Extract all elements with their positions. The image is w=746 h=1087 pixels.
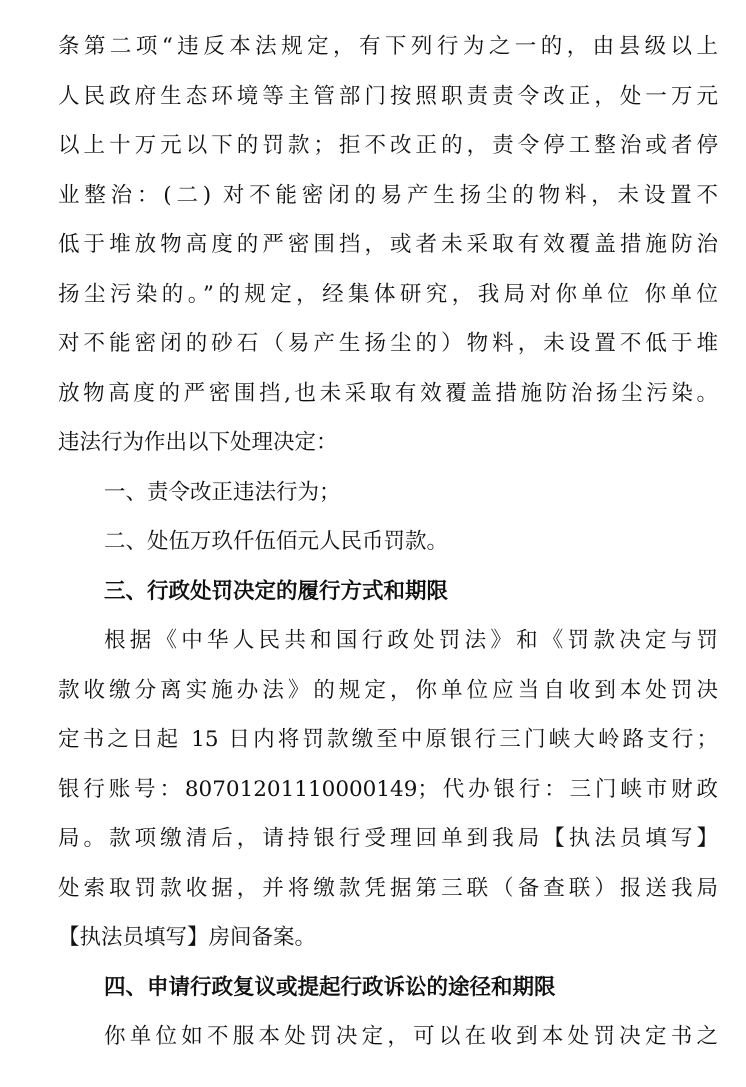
section-heading: 三、行政处罚决定的履行方式和期限 bbox=[104, 579, 449, 604]
decision-item: 一、责令改正违法行为； bbox=[104, 480, 341, 505]
body-text-line: 款收缴分离实施办法》的规定，你单位应当自收到本处罚决 bbox=[58, 678, 718, 703]
body-text-line: 违法行为作出以下处理决定： bbox=[58, 430, 338, 455]
body-text-line: 条第二项“违反本法规定，有下列行为之一的，由县级以上 bbox=[58, 34, 718, 59]
body-text-line: 局。款项缴清后，请持银行受理回单到我局【执法员填写】 bbox=[58, 826, 718, 851]
body-text-line: 业整治：(二) 对不能密闭的易产生扬尘的物料，未设置不 bbox=[58, 183, 718, 208]
decision-item: 二、处伍万玖仟伍佰元人民币罚款。 bbox=[104, 529, 449, 554]
section-heading: 四、申请行政复议或提起行政诉讼的途径和期限 bbox=[104, 975, 556, 1000]
body-text-line: 放物高度的严密围挡,也未采取有效覆盖措施防治扬尘污染。 bbox=[58, 381, 718, 406]
body-text-line: 定书之日起 15 日内将罚款缴至中原银行三门峡大岭路支行； bbox=[58, 727, 718, 752]
body-text-line: 你单位如不服本处罚决定，可以在收到本处罚决定书之 bbox=[104, 1024, 718, 1049]
body-text-line: 处索取罚款收据，并将缴款凭据第三联（备查联）报送我局 bbox=[58, 876, 718, 901]
body-text-line: 银行账号：80701201110000149；代办银行：三门峡市财政 bbox=[58, 777, 718, 802]
body-text-line: 根据《中华人民共和国行政处罚法》和《罚款决定与罚 bbox=[104, 628, 718, 653]
body-text-line: 对不能密闭的砂石（易产生扬尘的）物料，未设置不低于堆 bbox=[58, 331, 718, 356]
body-text-line: 扬尘污染的。”的规定，经集体研究，我局对你单位 你单位 bbox=[58, 282, 718, 307]
body-text-line: 【执法员填写】房间备案。 bbox=[58, 925, 317, 950]
body-text-line: 低于堆放物高度的严密围挡，或者未采取有效覆盖措施防治 bbox=[58, 232, 718, 257]
body-text-line: 以上十万元以下的罚款；拒不改正的，责令停工整治或者停 bbox=[58, 133, 718, 158]
body-text-line: 人民政府生态环境等主管部门按照职责责令改正，处一万元 bbox=[58, 84, 718, 109]
